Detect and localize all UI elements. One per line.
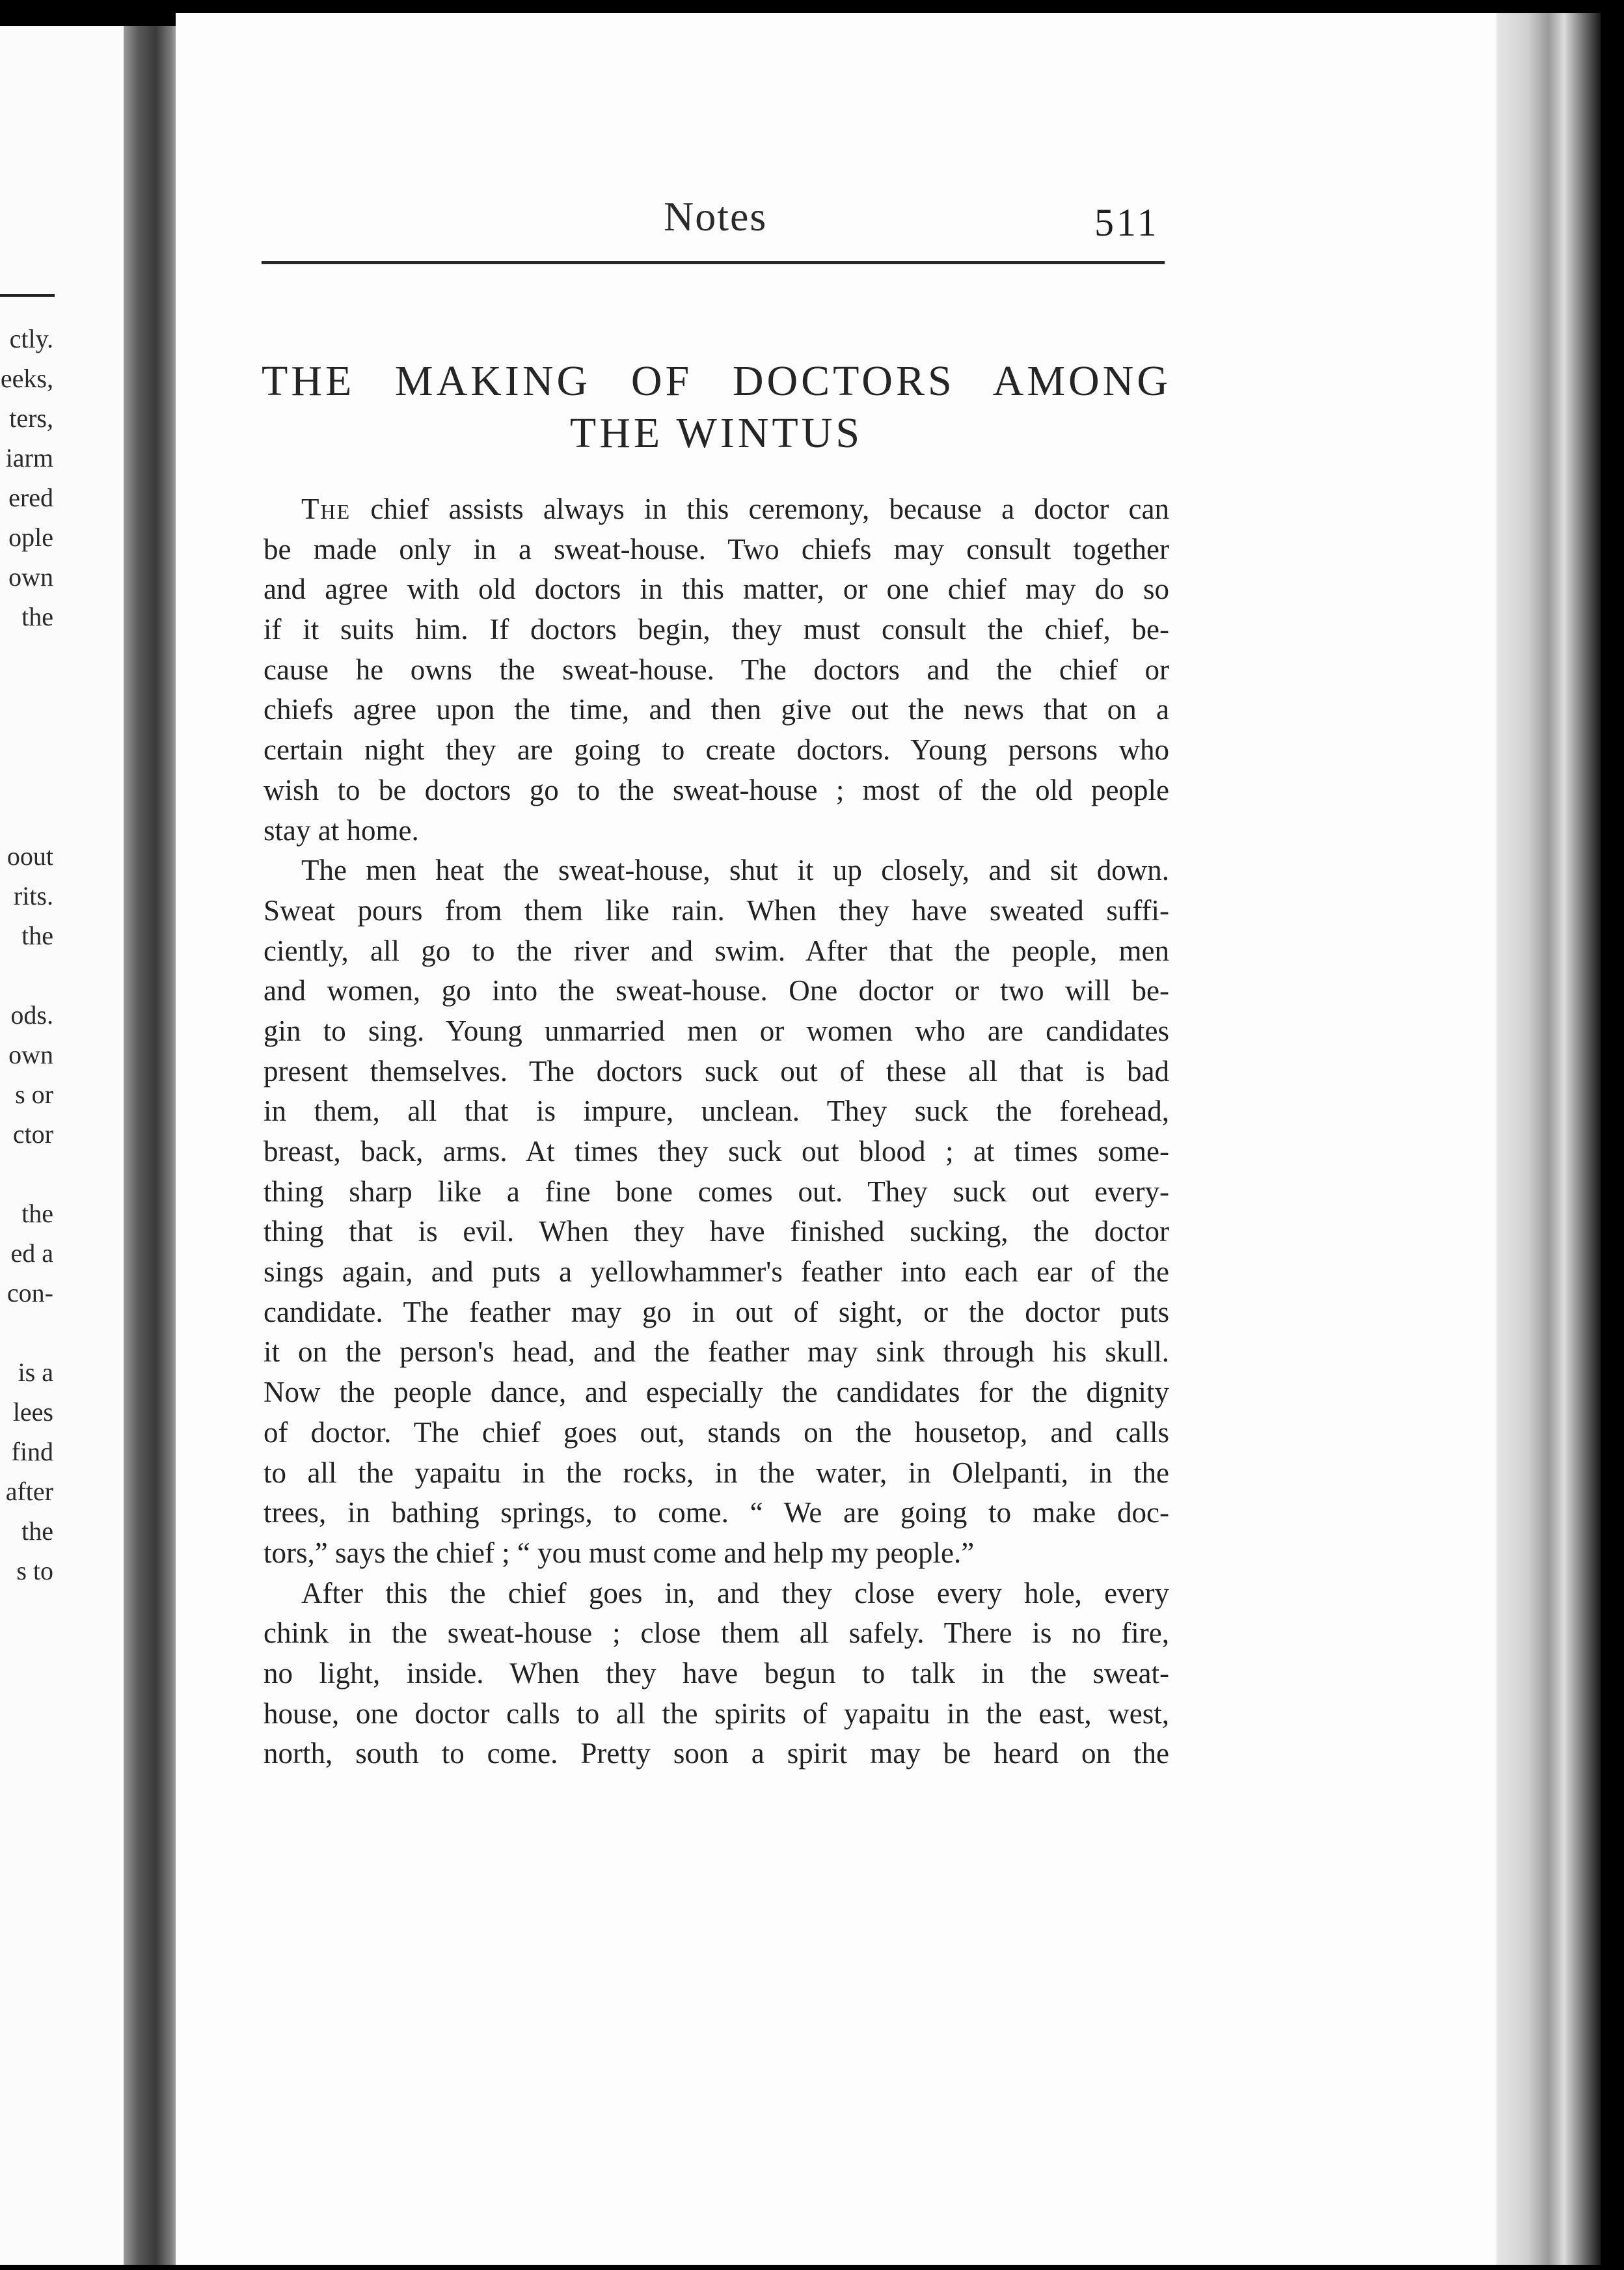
- opening-word: The: [301, 493, 351, 525]
- facing-line: iarm: [5, 443, 53, 472]
- facing-line: find: [11, 1437, 53, 1466]
- facing-line: the: [21, 1516, 53, 1546]
- body-line: After this the chief goes in, and they close every hole, every: [301, 1576, 1169, 1609]
- facing-line: ters,: [9, 403, 53, 433]
- header-rule: [262, 261, 1165, 264]
- body-line: and agree with old doctors in this matter, or one chief may do so: [264, 573, 1169, 606]
- facing-line: own: [8, 562, 53, 592]
- facing-line: after: [5, 1477, 53, 1506]
- body-line: stay at home.: [264, 814, 419, 847]
- body-line: The chief assists always in this ceremony, because a doctor can: [301, 493, 1169, 525]
- body-line: trees, in bathing springs, to come. “ We are going to make doc-: [264, 1496, 1169, 1529]
- body-line: of doctor. The chief goes out, stands on the housetop, and calls: [264, 1415, 1169, 1449]
- facing-page-text: [0, 26, 53, 1585]
- article-title-line-2: THE WINTUS: [569, 409, 863, 457]
- page-stack-edge: [1496, 13, 1601, 2265]
- body-line: gin to sing. Young unmarried men or women who are candidates: [264, 1014, 1169, 1047]
- body-line: it on the person's head, and the feather may sink through his skull.: [264, 1335, 1169, 1369]
- body-line: thing that is evil. When they have finished sucking, the doctor: [264, 1215, 1169, 1248]
- body-line: and women, go into the sweat-house. One doctor or two will be-: [264, 974, 1169, 1007]
- facing-line: the: [21, 921, 53, 950]
- facing-line: own: [8, 1040, 53, 1069]
- body-line: chiefs agree upon the time, and then give out the news that on a: [264, 693, 1169, 726]
- facing-line: the: [21, 1199, 53, 1228]
- page-number: 511: [1094, 201, 1159, 244]
- article-body: [264, 489, 1169, 1774]
- body-line: breast, back, arms. At times they suck out blood ; at times some-: [264, 1135, 1169, 1168]
- body-line: chink in the sweat-house ; close them all safely. There is no fire,: [264, 1617, 1169, 1650]
- body-line: sings again, and puts a yellowhammer's feather into each ear of the: [264, 1255, 1169, 1289]
- body-line: tors,” says the chief ; “ you must come and help my people.”: [264, 1536, 975, 1569]
- body-line: house, one doctor calls to all the spirits of yapaitu in the east, west,: [264, 1697, 1169, 1730]
- body-line: present themselves. The doctors suck out of these all that is bad: [264, 1054, 1169, 1087]
- body-line: thing sharp like a fine bone comes out. They suck out every-: [264, 1175, 1169, 1208]
- facing-line: the: [21, 602, 53, 631]
- body-line: if it suits him. If doctors begin, they must consult the chief, be-: [264, 613, 1169, 646]
- facing-line: rits.: [13, 881, 53, 910]
- facing-line: s to: [16, 1556, 53, 1585]
- body-line: certain night they are going to create doctors. Young persons who: [264, 733, 1169, 767]
- body-line: candidate. The feather may go in out of sight, or the doctor puts: [264, 1295, 1169, 1328]
- facing-line: ods.: [10, 1000, 53, 1030]
- facing-line: is a: [18, 1358, 53, 1387]
- body-line: The men heat the sweat-house, shut it up closely, and sit down.: [301, 854, 1169, 887]
- facing-line: lees: [12, 1397, 53, 1427]
- body-line: cause he owns the sweat-house. The doctors and the chief or: [264, 653, 1169, 686]
- facing-line: ered: [8, 483, 53, 512]
- facing-line: ctly.: [9, 324, 53, 353]
- facing-line: oout: [7, 841, 53, 871]
- body-line: Now the people dance, and especially the candidates for the dignity: [264, 1376, 1169, 1409]
- facing-page-edge: [0, 26, 124, 2265]
- body-line: in them, all that is impure, unclean. They suck the forehead,: [264, 1095, 1169, 1128]
- facing-line: ed a: [10, 1238, 53, 1268]
- facing-line: ople: [8, 523, 53, 552]
- body-line: no light, inside. When they have begun to talk in the sweat-: [264, 1656, 1169, 1689]
- body-line: ciently, all go to the river and swim. After that the people, men: [264, 934, 1169, 967]
- facing-line: eeks,: [0, 364, 53, 393]
- article-title-line-1: THE MAKING OF DOCTORS AMONG: [262, 357, 1171, 405]
- body-line: be made only in a sweat-house. Two chiefs may consult together: [264, 532, 1169, 566]
- facing-line: ctor: [12, 1119, 53, 1149]
- facing-line: s or: [15, 1080, 53, 1109]
- binding-gutter: [124, 26, 182, 2265]
- running-head: Notes: [664, 193, 768, 239]
- body-line: to all the yapaitu in the rocks, in the water, in Olelpanti, in the: [264, 1456, 1169, 1489]
- body-line: wish to be doctors go to the sweat-house ; most of the old people: [264, 773, 1169, 806]
- body-line: Sweat pours from them like rain. When they have sweated suffi-: [264, 894, 1169, 927]
- facing-line: con-: [7, 1278, 53, 1307]
- body-line: north, south to come. Pretty soon a spirit may be heard on the: [264, 1737, 1169, 1770]
